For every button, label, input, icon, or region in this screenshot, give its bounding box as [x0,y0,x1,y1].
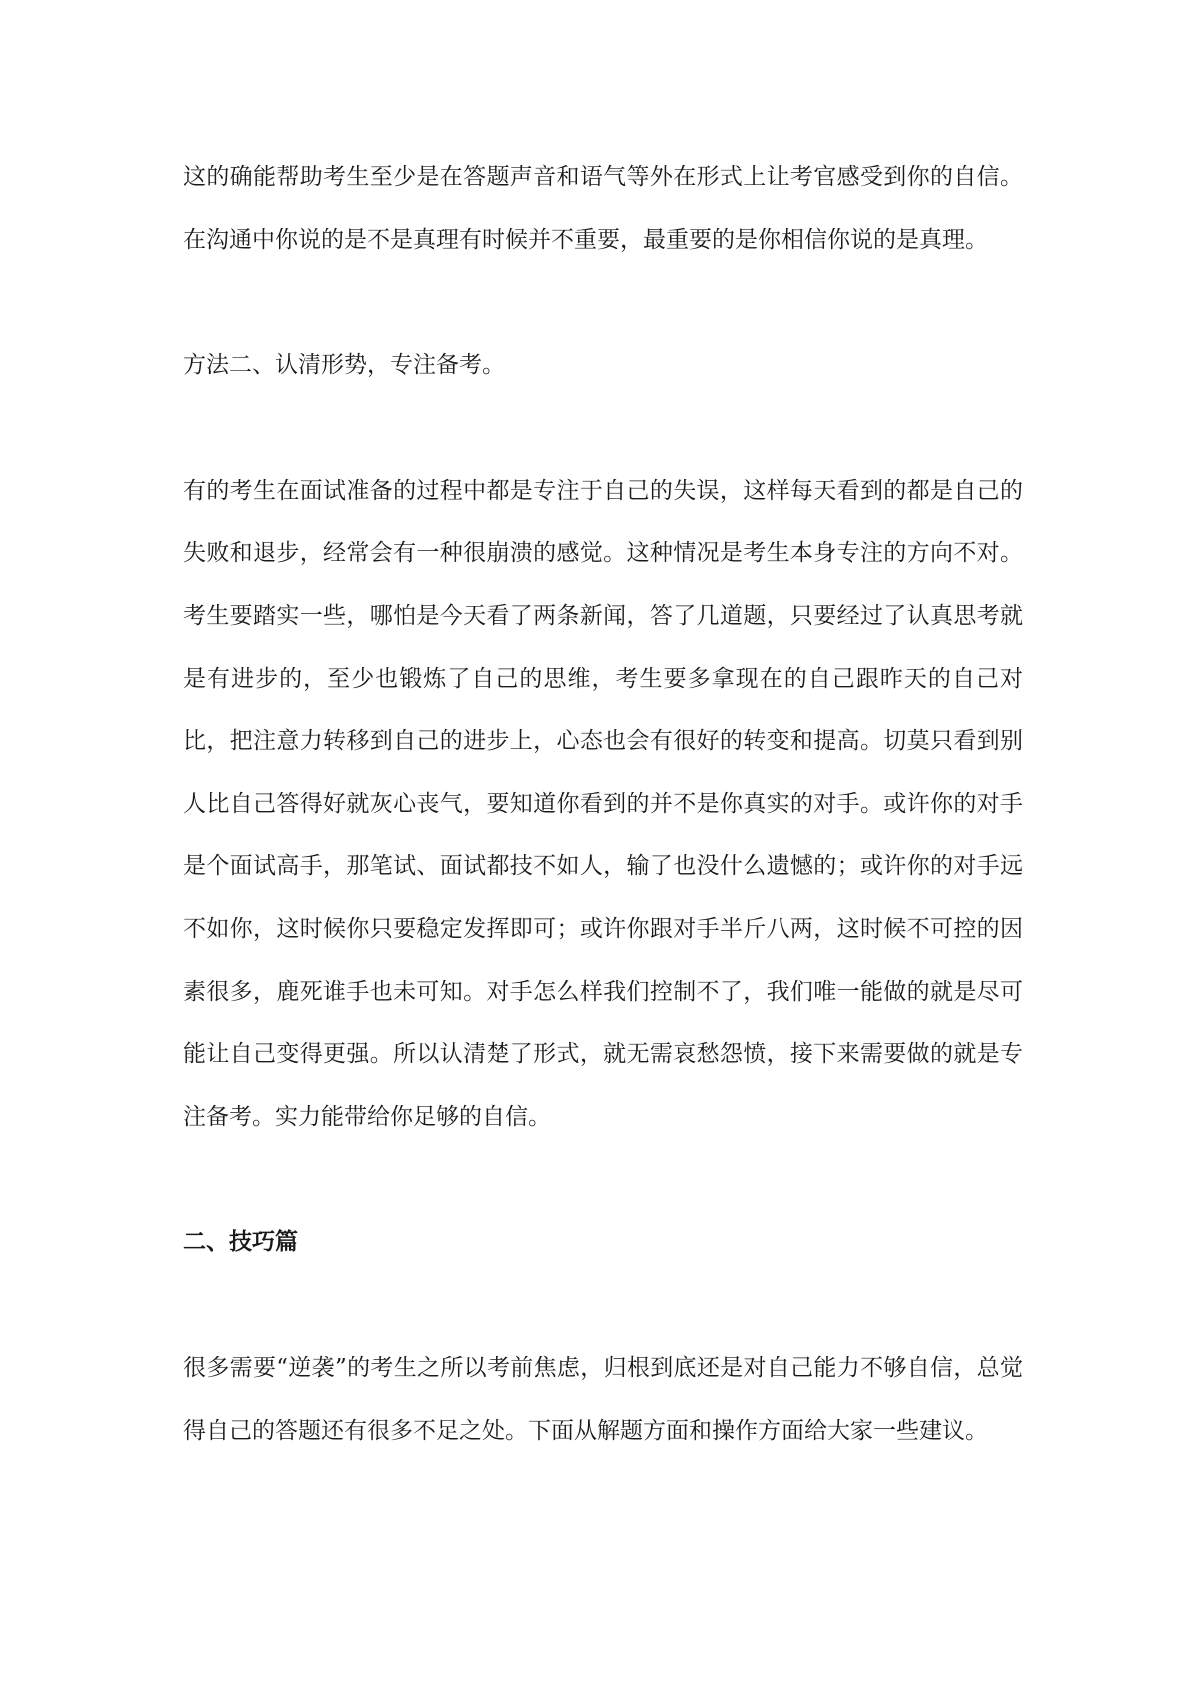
paragraph-spacer [183,397,1023,460]
document-body [183,146,1023,1462]
paragraph-focus-preparation: 有的考生在面试准备的过程中都是专注于自己的失误，这样每天看到的都是自己的失败和退步，经常会有一种很崩溃的感觉。这种情况是考生本身专注的方向不对。考生要踏实一些，哪怕是今天看了两条新闻，答了几道题，只要经过了认真思考就是有进步的，至少也锻炼了自己的思维，考生要多拿现在的自己跟昨天的自己对比，把注意力转移到自己的进步上，心态也会有很好的转变和提高。切莫只看到别人比自己答得好就灰心丧气，要知道你看到的并不是你真实的对手。或许你的对手是个面试高手，那笔试、面试都技不如人，输了也没什么遗憾的；或许你的对手远不如你，这时候你只要稳定发挥即可；或许你跟对手半斤八两，这时候不可控的因素很多，鹿死谁手也未可知。对手怎么样我们控制不了，我们唯一能做的就是尽可能让自己变得更强。所以认清楚了形式，就无需哀愁怨愤，接下来需要做的就是专注备考。实力能带给你足够的自信。 [183,477,1023,1130]
paragraph-spacer [183,1148,1023,1211]
paragraph-confidence-truth: 这的确能帮助考生至少是在答题声音和语气等外在形式上让考官感受到你的自信。在沟通中你说的是不是真理有时候并不重要，最重要的是你相信你说的是真理。 [183,164,1023,253]
paragraph-spacer [183,271,1023,334]
paragraph-spacer [183,1274,1023,1337]
method-two-title: 方法二、认清形势，专注备考。 [183,352,505,379]
paragraph-anxiety-advice: 很多需要“逆袭”的考生之所以考前焦虑，归根到底还是对自己能力不够自信，总觉得自己的答题还有很多不足之处。下面从解题方面和操作方面给大家一些建议。 [183,1354,1023,1444]
section-heading-techniques: 二、技巧篇 [183,1228,298,1256]
